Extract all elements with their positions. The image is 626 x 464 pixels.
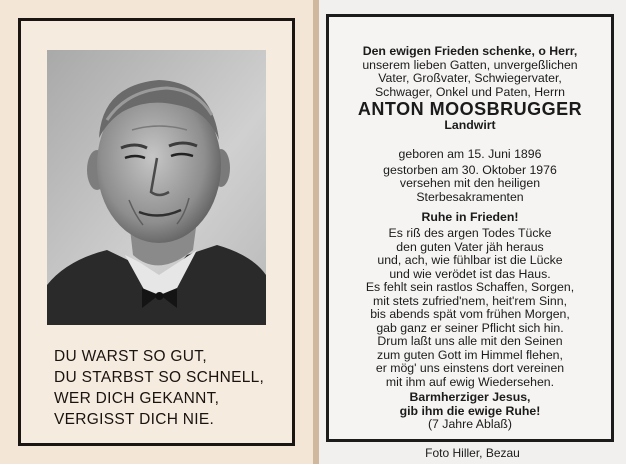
intro-line: unserem lieben Gatten, unvergeßlichen [362, 57, 578, 72]
birth-date: geboren am 15. Juni 1896 [398, 147, 542, 161]
poem-line: gab ganz er seiner Pflicht sich hin. [376, 320, 564, 335]
text-card-border [326, 14, 614, 442]
portrait-photo [47, 50, 266, 325]
poem-line: bis abends spät vom frühen Morgen, [370, 307, 570, 321]
verse-line: VERGISST DICH NIE. [54, 411, 215, 428]
verse-line: DU WARST SO GUT, [54, 348, 207, 365]
poem-line: und wie verödet ist das Haus. [389, 266, 551, 281]
intro-text [329, 45, 611, 99]
poem-line: Es riß des argen Todes Tücke [388, 226, 552, 240]
verse-line: DU STARBST SO SCHNELL, [54, 369, 265, 386]
poem-line: Es fehlt sein rastlos Schaffen, Sorgen, [365, 280, 575, 294]
photo-card-border [18, 18, 295, 446]
sacrament-line: Sterbesakramenten [416, 189, 524, 204]
prayer-line: gib ihm die ewige Ruhe! [399, 403, 541, 418]
memorial-text-card [319, 0, 626, 464]
life-dates [329, 148, 611, 204]
deceased-name-block [329, 99, 611, 132]
poem-line: Drum laßt uns alle mit den Seinen [377, 334, 563, 348]
poem-line: und, ach, wie fühlbar ist die Lücke [377, 253, 563, 267]
poem-line: zum guten Gott im Himmel flehen, [377, 347, 563, 362]
intro-line: Den ewigen Frieden schenke, o Herr, [362, 44, 578, 58]
verse-line: WER DICH GEKANNT, [54, 390, 220, 407]
memorial-verse [54, 346, 289, 430]
memorial-poem [329, 227, 611, 389]
indulgence-note: (7 Jahre Ablaß) [427, 417, 513, 431]
deceased-name: ANTON MOOSBRUGGER [357, 99, 583, 119]
poem-line: er mög' uns einstens dort vereinen [375, 361, 565, 375]
prayer-line: Barmherziger Jesus, [409, 390, 531, 404]
closing-prayer [329, 391, 611, 432]
sacrament-line: versehen mit den heiligen [399, 176, 541, 190]
poem-line: den guten Vater jäh heraus [396, 239, 544, 254]
poem-line: mit stets zufried'nem, heit'rem Sinn, [372, 293, 567, 308]
intro-line: Vater, Großvater, Schwiegervater, [378, 71, 562, 85]
poem-line: mit ihm auf ewig Wiedersehen. [385, 374, 555, 389]
rest-in-peace: Ruhe in Frieden! [421, 210, 519, 224]
intro-line: Schwager, Onkel und Paten, Herrn [374, 84, 566, 99]
occupation: Landwirt [444, 117, 496, 132]
death-date: gestorben am 30. Oktober 1976 [383, 162, 557, 177]
photographer-credit: Foto Hiller, Bezau [425, 446, 520, 460]
